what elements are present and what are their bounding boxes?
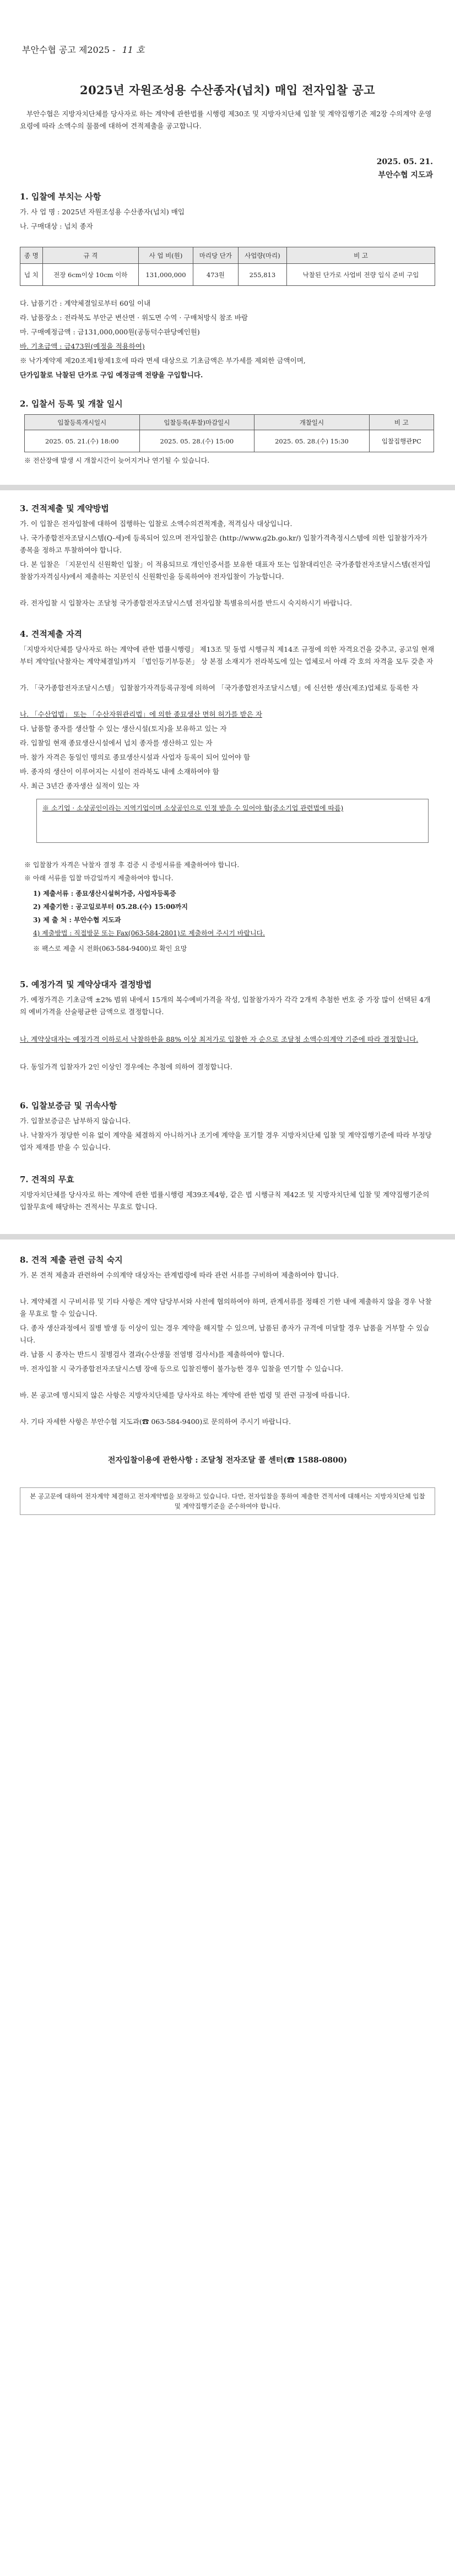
s4-para-2: 나. 「수산업법」 또는 「수산자원관리법」에 의한 종묘생산 면허 허가를 받은 자: [20, 710, 262, 718]
s7-para-1: 지방자치단체를 당사자로 하는 계약에 관한 법률시행령 제39조제4항, 같은 법 시행규칙 제42조 및 지방자치단체 입찰 및 계약집행기준의 입찰무효에 해당하는 견적서는 무효로 합니다.: [20, 1190, 430, 1211]
th-species: 종 명: [20, 247, 43, 264]
td-quantity: 255,813: [238, 264, 286, 286]
td-note: 입찰집행관PC: [369, 430, 434, 452]
section-7-heading: 7. 견적의 무효: [20, 1175, 74, 1184]
s3-para-2: 나. 국가종합전자조달시스템(Q-세)에 등록되어 있으며 전자입찰은 (http://www.g2b.go.kr/) 입찰가격측정시스템에 의한 입찰참가자가 종목을 정하고 투찰하여야 합니다.: [20, 534, 427, 554]
s8-para-2: 나. 계약체결 시 구비서류 및 기타 사항은 계약 담당부서와 사전에 협의하여야 하며, 관계서류를 정해진 기한 내에 제출하지 않을 경우 낙찰을 무효로 할 수 있습니다.: [20, 1297, 432, 1318]
intro-paragraph: 부안수협은 지방자치단체를 당사자로 하는 계약에 관한법률 시행령 제30조 및 지방자치단체 입찰 및 계약집행기준 제2장 수의계약 운영요령에 따라 소액수의 물품에 대하여 견적제출을 공고합니다.: [20, 110, 432, 130]
section-6-heading: 6. 입찰보증금 및 귀속사항: [20, 1101, 117, 1111]
s4-submit-5: ※ 팩스로 제출 시 전화(063-584-9400)로 확인 요망: [33, 945, 187, 953]
s1-detail-5: ※ 낙가계약제 제20조제1항제1호에 따라 면세 대상으로 기초금액은 부가세를 제외한 금액이며,: [20, 356, 306, 365]
td-species: 넙 치: [20, 264, 43, 286]
th-budget: 사 업 비(원): [139, 247, 193, 264]
td-unit-price: 473원: [193, 264, 238, 286]
s5-para-2: 나. 계약상대자는 예정가격 이하로서 낙찰하한율 88% 이상 최저가로 입찰한 자 순으로 조달청 소액수의계약 기준에 따라 결정합니다.: [20, 1035, 419, 1043]
th-opening: 개찰일시: [254, 415, 370, 430]
s4-para-8: ※ 소기업 · 소상공인이라는 지역기업이며 소상공인으로 인정 받을 수 있어야 함(중소기업 관련법에 따름): [42, 804, 344, 812]
s1-detail-3: 마. 구매예정금액 : 금131,000,000원(공동덕수판당예인원): [20, 328, 200, 336]
s4-submit-2: 2) 제출기한 : 공고일로부터 05.28.(수) 15:00까지: [33, 903, 188, 911]
contact-line: 전자입찰이용에 관한사항 : 조달청 전자조달 콜 센터(☎ 1588-0800): [107, 1456, 348, 1465]
item-table: [20, 247, 435, 286]
th-spec: 규 격: [42, 247, 138, 264]
s1-line-2: 나. 구매대상 : 넙치 종자: [20, 222, 93, 230]
td-opening: 2025. 05. 28.(수) 15:30: [254, 430, 370, 452]
td-open: 2025. 05. 21.(수) 18:00: [25, 430, 140, 452]
s4-para-7: 사. 최근 3년간 종자생산 실적이 있는 자: [20, 782, 139, 790]
s4-para-1: 가. 「국가종합전자조달시스템」 입찰참가자격등록규정에 의하여 「국가종합전자조달시스템」에 신선한 생산(제조)업체로 등록한 자: [20, 684, 419, 692]
notice-date-block: [377, 155, 433, 182]
section-8-heading: 8. 견적 제출 관련 금칙 숙지: [20, 1255, 123, 1265]
th-quantity: 사업량(마리): [238, 247, 286, 264]
s4-notice-box: [36, 799, 429, 843]
s8-para-4: 라. 납품 시 종자는 반드시 질병검사 결과(수산생물 전염병 검사서)를 제출하여야 합니다.: [20, 1350, 285, 1359]
s8-para-3: 다. 종자 생산과정에서 질병 발생 등 이상이 있는 경우 계약을 해지할 수 있으며, 납품된 종자가 규격에 미달할 경우 납품을 거부할 수 있습니다.: [20, 1324, 430, 1344]
notice-date: 2025. 05. 21.: [376, 158, 433, 166]
th-close: 입찰등록(투찰)마감일시: [139, 415, 254, 430]
s6-para-2: 나. 낙찰자가 정당한 이유 없이 계약을 체결하지 아니하거나 조기에 계약을 포기할 경우 지방자치단체 입찰 및 계약집행기준에 따라 부정당업자 제재를 받을 수 있습니다.: [20, 1131, 432, 1151]
td-spec: 전장 6cm이상 10cm 이하: [42, 264, 138, 286]
handwritten-number: 11 호: [122, 45, 145, 55]
section-2-heading: 2. 입찰서 등록 및 개찰 일시: [20, 399, 123, 409]
s4-submit-4: 4) 제출방법 : 직접방문 또는 Fax(063-584-2801)로 제출하여 주시기 바랍니다.: [33, 929, 265, 937]
s4-para-0: 「지방자치단체를 당사자로 하는 계약에 관한 법률시행령」 제13조 및 동법 시행규칙 제14조 규정에 의한 자격요건을 갖추고, 공고일 현재부터 계약일(낙찰자는 계약체결일)까지 「법인등기부등본」 상 본점 소재지가 전라북도에 있는 업체로서 아래 각 호의 자격을 모두 갖춘 자: [20, 645, 435, 665]
s1-detail-4: 바. 기초금액 : 금473원(예정을 적용하여): [20, 342, 145, 350]
section-5-heading: 5. 예정가격 및 계약상대자 결정방법: [20, 979, 152, 989]
divider: [0, 485, 455, 490]
s8-para-7: 사. 기타 자세한 사항은 부안수협 지도과(☎ 063-584-9400)로 문의하여 주시기 바랍니다.: [20, 1417, 291, 1426]
s1-detail-2: 라. 납품장소 : 전라북도 부안군 변산면 · 위도면 수역 · 구매처방식 참조 바람: [20, 313, 248, 322]
s1-detail-6: 단가입찰로 낙찰된 단가로 구입 예정금액 전량을 구입합니다.: [20, 371, 203, 379]
s4-para-3: 다. 납품할 종자를 생산할 수 있는 생산시설(토지)을 보유하고 있는 자: [20, 724, 227, 733]
s8-para-1: 가. 본 견적 제출과 관련하여 수의계약 대상자는 관계법령에 따라 관련 서류를 구비하여 제출하여야 합니다.: [20, 1271, 339, 1279]
section-1-heading: 1. 입찰에 부치는 사항: [20, 192, 101, 202]
s4-note-2: ※ 아래 서류를 입찰 마감일까지 제출하여야 합니다.: [24, 874, 174, 882]
s4-para-5: 마. 참가 자격은 동일인 명의로 종묘생산시설과 사업자 등록이 되어 있어야 함: [20, 753, 251, 761]
td-remark: 낙찰된 단가로 사업비 전량 입식 준비 구입: [287, 264, 435, 286]
s8-para-5: 마. 전자입찰 시 국가종합전자조달시스템 장애 등으로 입찰진행이 불가능한 경우 입찰을 연기할 수 있습니다.: [20, 1365, 343, 1373]
s5-para-1: 가. 예정가격은 기초금액 ±2% 범위 내에서 15개의 복수예비가격을 작성, 입찰참가자가 각각 2개씩 추첨한 번호 중 가장 많이 선택된 4개의 예비가격을 산술평균한 금액으로 결정합니다.: [20, 995, 431, 1016]
s4-submit-1: 1) 제출서류 : 종묘생산시설허가증, 사업자등록증: [33, 890, 176, 897]
section-4-heading: 4. 견적제출 자격: [20, 629, 83, 639]
s3-para-4: 라. 전자입찰 시 입찰자는 조달청 국가종합전자조달시스템 전자입찰 특별유의서를 반드시 숙지하시기 바랍니다.: [20, 599, 353, 607]
page-title: 2025년 자원조성용 수산종자(넙치) 매입 전자입찰 공고: [79, 83, 376, 97]
td-budget: 131,000,000: [139, 264, 193, 286]
s4-note-1: ※ 입찰참가 자격은 낙찰자 결정 후 검증 시 증빙서류를 제출하여야 합니다.: [24, 861, 240, 869]
s8-para-6: 바. 본 공고에 명시되지 않은 사항은 지방자치단체를 당사자로 하는 계약에 관한 법령 및 관련 규정에 따릅니다.: [20, 1391, 350, 1399]
s4-para-4: 라. 입찰일 현재 종묘생산시설에서 넙치 종자를 생산하고 있는 자: [20, 739, 213, 747]
s3-para-1: 가. 이 입찰은 전자입찰에 대하여 집행하는 입찰로 소액수의견적계출, 적격심사 대상입니다.: [20, 519, 292, 528]
th-unit-price: 마리당 단가: [193, 247, 238, 264]
section-3-heading: 3. 견적제출 및 계약방법: [20, 504, 109, 513]
schedule-table: [24, 414, 434, 452]
s5-para-3: 다. 동일가격 입찰자가 2인 이상인 경우에는 추첨에 의하여 결정합니다.: [20, 1063, 232, 1071]
s4-para-6: 바. 종자의 생산이 이루어지는 시설이 전라북도 내에 소재하여야 함: [20, 767, 219, 776]
s4-submit-3: 3) 제 출 처 : 부안수협 지도과: [33, 916, 121, 924]
footer-box: 본 공고문에 대하여 전자계약 체결하고 전자계약법을 보장하고 있습니다. 다만, 전자입찰을 통하여 제출한 견적서에 대해서는 지방자치단체 입찰 및 계약집행기준을 준수하여야 합니다.: [20, 1487, 435, 1515]
s3-para-3: 다. 본 입찰은 「지문인식 신원확인 입찰」이 적용되므로 개인인증서를 보유한 대표자 또는 입찰대리인은 국가종합전자조달시스템(전자입찰참가자격심사)에서 제출하는 지문인식 신원확인을 등록하여야 전자입찰이 가능합니다.: [20, 560, 431, 581]
s1-line-1: 가. 사 업 명 : 2025년 자원조성용 수산종자(넙치) 매입: [20, 208, 185, 216]
td-close: 2025. 05. 28.(수) 15:00: [139, 430, 254, 452]
issuer: 부안수협 지도과: [378, 171, 433, 180]
s2-note: ※ 전산장애 발생 시 개찰시간이 늦어지거나 연기될 수 있습니다.: [24, 457, 210, 464]
th-remark: 비 고: [287, 247, 435, 264]
th-note: 비 고: [369, 415, 434, 430]
notice-number: 부안수협 공고 제2025 - 11 호: [22, 45, 145, 55]
s1-detail-1: 다. 납품기간 : 계약체결일로부터 60일 이내: [20, 299, 151, 307]
divider: [0, 1234, 455, 1240]
th-open: 입찰등록개시일시: [25, 415, 140, 430]
s6-para-1: 가. 입찰보증금은 납부하지 않습니다.: [20, 1117, 131, 1125]
